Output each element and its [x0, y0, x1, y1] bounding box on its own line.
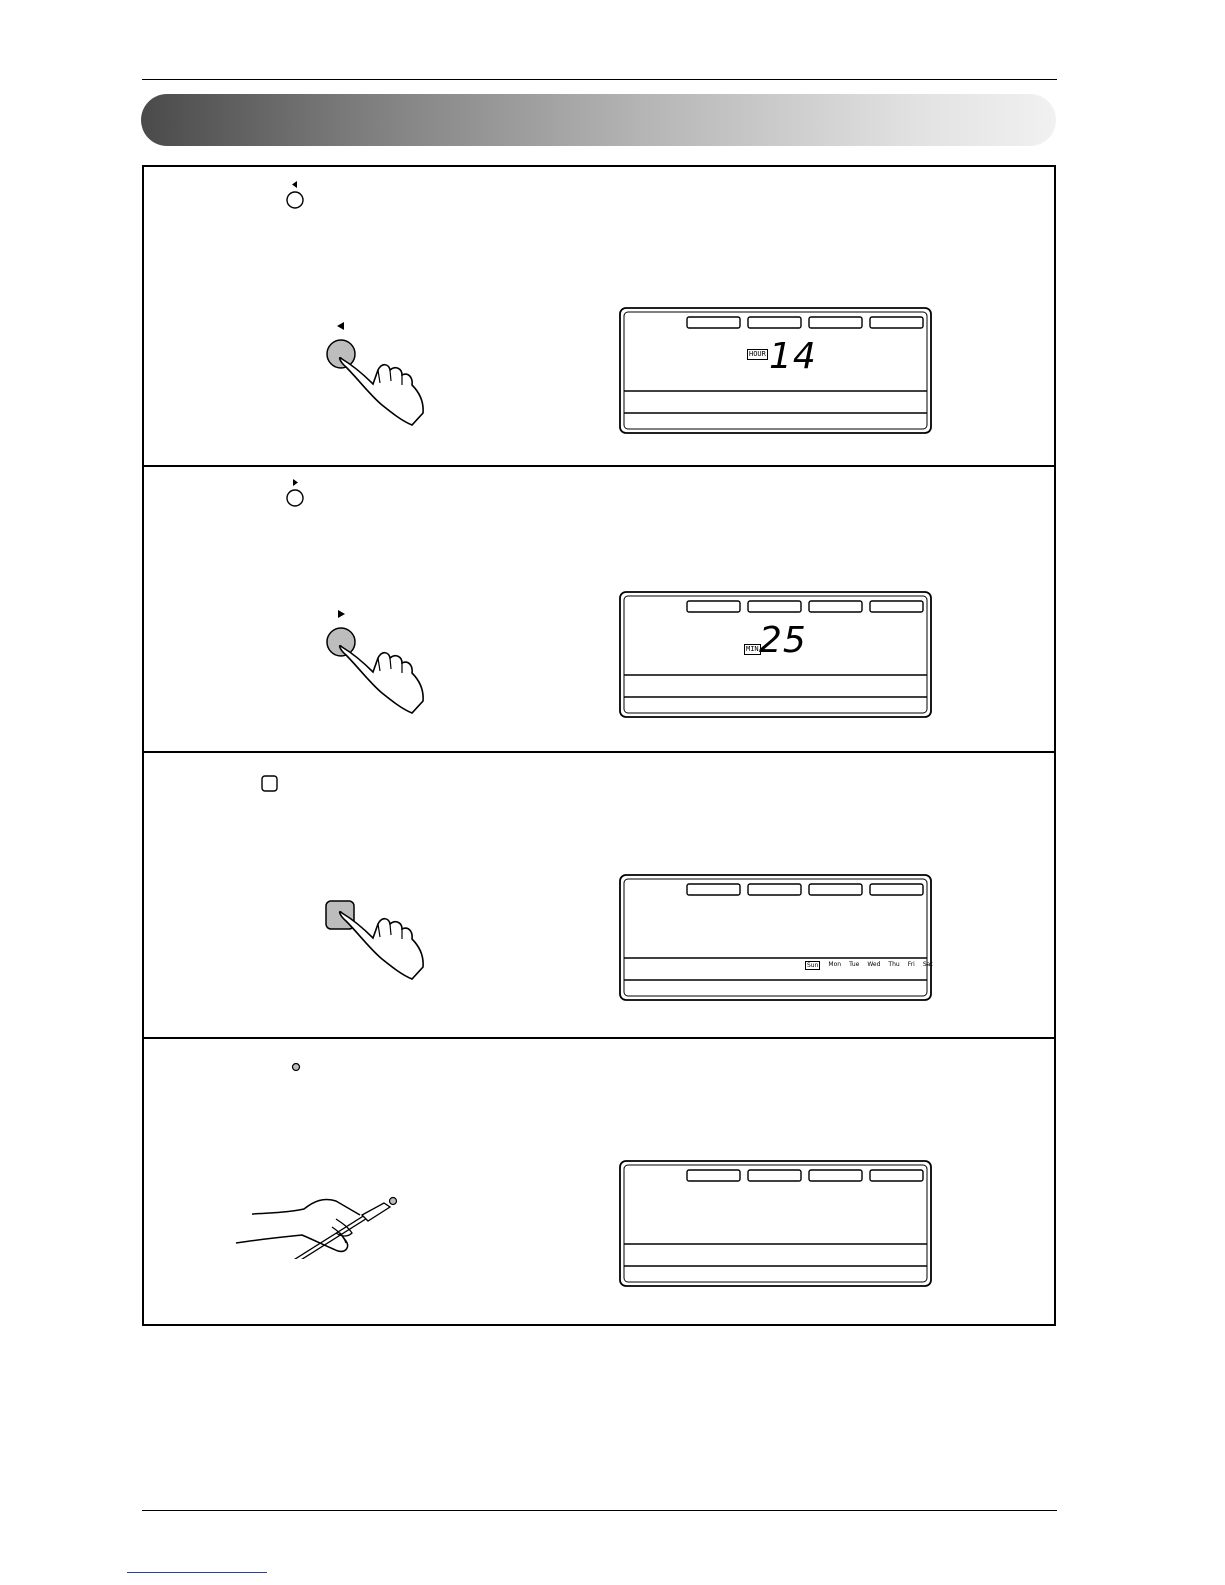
weekday-sat: Sat	[922, 961, 933, 968]
weekday-row	[805, 961, 933, 970]
reset-pinhole-icon	[290, 1061, 302, 1073]
display-unit-label: MIN	[746, 645, 759, 653]
finger-pressing-right-button[interactable]	[320, 605, 450, 715]
lcd-display-4	[619, 1160, 933, 1288]
step-panel-2	[144, 465, 1054, 751]
step-panel-3	[144, 751, 1054, 1037]
display-digits: 14	[769, 336, 817, 377]
lcd-display-1	[619, 307, 933, 435]
step-panel-4	[144, 1037, 1054, 1324]
lcd-display-2	[619, 591, 933, 719]
step-panel-1	[144, 167, 1054, 465]
display-unit-label: HOUR	[749, 350, 766, 358]
finger-pressing-left-button[interactable]	[320, 317, 450, 427]
weekday-wed: Wed	[867, 961, 881, 968]
page-link-underline[interactable]	[127, 1572, 267, 1573]
bottom-rule	[142, 1510, 1057, 1511]
weekday-thu: Thu	[888, 961, 900, 968]
right-arrow-round-button-icon	[285, 477, 305, 509]
lcd-display-3	[619, 874, 933, 1002]
weekday-tue: Tue	[849, 961, 860, 968]
weekday-fri: Fri	[907, 961, 915, 968]
weekday-mon: Mon	[828, 961, 842, 968]
left-arrow-round-button-icon	[285, 179, 305, 211]
instruction-frame	[142, 165, 1056, 1326]
finger-pressing-square-button[interactable]	[324, 893, 454, 1003]
hand-holding-pen-reset[interactable]	[232, 1179, 412, 1259]
top-rule	[142, 79, 1057, 80]
weekday-sun: Sun	[807, 962, 819, 969]
display-digits: 25	[759, 620, 807, 661]
square-button-icon	[260, 773, 280, 795]
section-title-bar	[141, 94, 1056, 146]
